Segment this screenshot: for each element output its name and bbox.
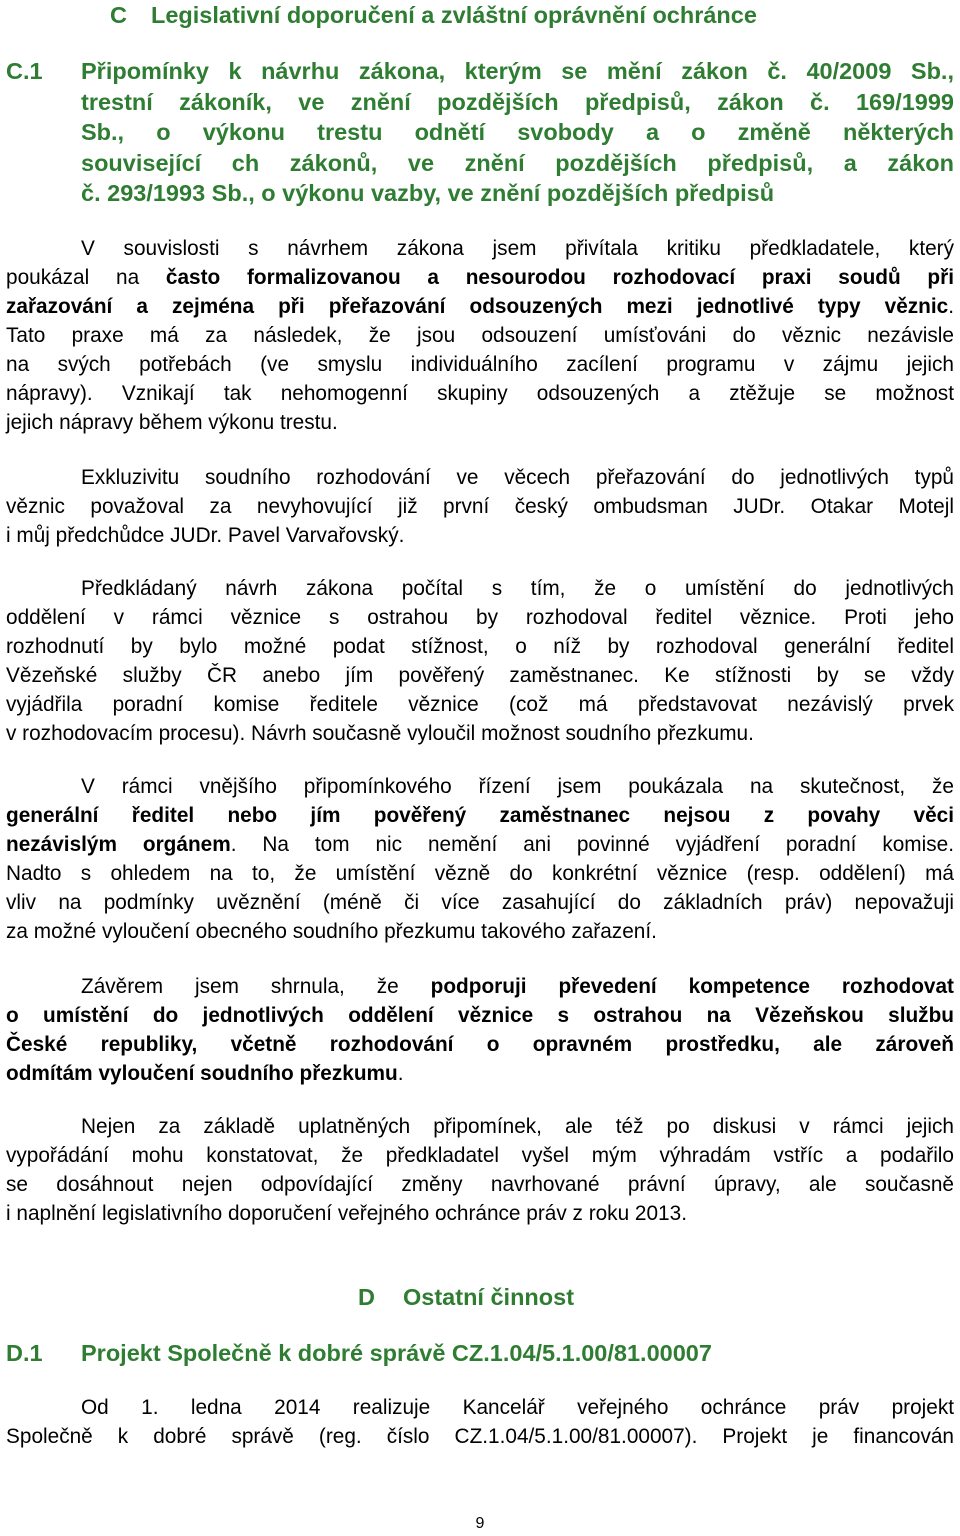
paragraph-3: [6, 574, 954, 748]
heading-c1-line: Připomínky k návrhu zákona, kterým se mění zákon č. 40/2009 Sb.,: [81, 58, 954, 84]
heading-c1-line: trestní zákoník, ve znění pozdějších předpisů, zákon č. 169/1999: [81, 88, 954, 115]
paragraph-6: [6, 1112, 954, 1228]
paragraph-4: [6, 772, 954, 946]
paragraph-line: se dosáhnout nejen odpovídající změny navrhované právní úpravy, ale současně: [6, 1173, 954, 1196]
emphasis-text: odmítám vyloučení soudního přezkumu: [6, 1062, 398, 1085]
emphasis-text: České republiky, včetně rozhodování o opravném prostředku, ale zároveň: [6, 1033, 954, 1056]
paragraph-line: Nejen za základě uplatněných připomínek, ale též po diskusi v rámci jejich: [81, 1115, 954, 1138]
paragraph-line: za možné vyloučení obecného soudního přezkumu takového zařazení.: [6, 920, 657, 943]
paragraph-line: Nadto s ohledem na to, že umístění vězně do konkrétní věznice (resp. oddělení) má: [6, 862, 954, 885]
heading-c1: [6, 56, 954, 209]
paragraph-7: [6, 1393, 954, 1451]
text-run: poukázal na: [6, 266, 166, 289]
paragraph-line: Společně k dobré správě (reg. číslo CZ.1.04/5.1.00/81.00007). Projekt je financován: [6, 1425, 954, 1448]
paragraph-line: V rámci vnějšího připomínkového řízení jsem poukázala na skutečnost, že: [81, 775, 954, 798]
heading-d-title: Ostatní činnost: [403, 1284, 575, 1310]
heading-c1-number: C.1: [6, 58, 43, 84]
paragraph-line: Tato praxe má za následek, že jsou odsouzení umísťováni do věznic nezávisle: [6, 324, 954, 347]
paragraph-line: Od 1. ledna 2014 realizuje Kancelář veřejného ochránce práv projekt: [81, 1396, 954, 1419]
paragraph-line: na svých potřebách (ve smyslu individuálního zacílení programu v zájmu jejich: [6, 353, 954, 376]
emphasis-text: často formalizovanou a nesourodou rozhodovací praxi soudů při: [165, 266, 955, 289]
text-run: . Na tom nic nemění ani povinné vyjádření poradní komise.: [230, 833, 954, 856]
heading-d1-number: D.1: [6, 1340, 43, 1366]
paragraph-line: vypořádání mohu konstatovat, že předkladatel vyšel mým výhradám vstříc a podařilo: [6, 1144, 954, 1167]
emphasis-text: zařazování a zejména při přeřazování odsouzených mezi jednotlivé typy věznic: [6, 295, 949, 318]
paragraph-line: V souvislosti s návrhem zákona jsem přivítala kritiku předkladatele, který: [81, 237, 954, 260]
paragraph-line: [6, 263, 954, 292]
paragraph-line: [6, 801, 954, 830]
paragraph-line: i můj předchůdce JUDr. Pavel Varvařovský.: [6, 524, 405, 547]
paragraph-line: vyjádřila poradní komise ředitele věznice (což má představovat nezávislý prvek: [6, 693, 954, 716]
emphasis-text: nezávislým orgánem: [6, 833, 231, 856]
text-run: .: [948, 295, 954, 318]
heading-c1-title: [6, 56, 954, 209]
emphasis-text: generální ředitel nebo jím pověřený zaměstnanec nejsou z povahy věci: [6, 804, 954, 827]
paragraph-line: [6, 1030, 954, 1059]
paragraph-line: vliv na podmínky uvěznění (méně či více zasahující do základních práv) nepovažuji: [6, 891, 954, 914]
heading-c1-line: Sb., o výkonu trestu odnětí svobody a o změně některých: [81, 119, 954, 145]
emphasis-text: o umístění do jednotlivých oddělení věznice s ostrahou na Vězeňskou službu: [6, 1004, 954, 1027]
heading-c1-line: č. 293/1993 Sb., o výkonu vazby, ve znění pozdějších předpisů: [81, 180, 775, 206]
emphasis-text: podporuji převedení kompetence rozhodovat: [430, 975, 954, 998]
paragraph-line: oddělení v rámci věznice s ostrahou by rozhodoval ředitel věznice. Proti jeho: [6, 606, 954, 629]
paragraph-line: Vězeňské služby ČR anebo jím pověřený zaměstnanec. Ke stížnosti by se vždy: [6, 664, 954, 687]
paragraph-line: [6, 1059, 954, 1088]
paragraph-line: věznic považoval za nevyhovující již první český ombudsman JUDr. Otakar Motejl: [6, 495, 954, 518]
text-run: .: [397, 1062, 404, 1085]
page-number: 9: [475, 1515, 485, 1532]
paragraph-2: [6, 463, 954, 550]
heading-c-title: Legislativní doporučení a zvláštní oprávnění ochránce: [151, 2, 757, 28]
heading-d1-title: Projekt Společně k dobré správě CZ.1.04/5.1.00/81.00007: [81, 1340, 712, 1366]
paragraph-line: jejich nápravy během výkonu trestu.: [6, 411, 338, 434]
paragraph-line: i naplnění legislativního doporučení veřejného ochránce práv z roku 2013.: [6, 1202, 687, 1225]
heading-c1-line: související ch zákonů, ve znění pozdějších předpisů, a zákon: [81, 149, 954, 176]
paragraph-line: [6, 292, 954, 321]
paragraph-line: rozhodnutí by bylo možné podat stížnost, o níž by rozhodoval generální ředitel: [6, 635, 954, 658]
heading-c-number: C: [110, 2, 127, 28]
paragraph-line: Exkluzivitu soudního rozhodování ve věcech přeřazování do jednotlivých typů: [81, 466, 954, 489]
heading-d-number: D: [358, 1284, 375, 1310]
paragraph-line: nápravy). Vznikají tak nehomogenní skupiny odsouzených a ztěžuje se možnost: [6, 382, 954, 405]
paragraph-line: [6, 830, 954, 859]
paragraph-line: Předkládaný návrh zákona počítal s tím, že o umístění do jednotlivých: [81, 577, 954, 600]
paragraph-line: [6, 1001, 954, 1030]
paragraph-line: [6, 972, 954, 1001]
paragraph-5: [6, 972, 954, 1088]
paragraph-1: [6, 234, 954, 437]
text-run: Závěrem jsem shrnula, že: [81, 975, 431, 998]
paragraph-line: v rozhodovacím procesu). Návrh současně vyloučil možnost soudního přezkumu.: [6, 722, 754, 745]
